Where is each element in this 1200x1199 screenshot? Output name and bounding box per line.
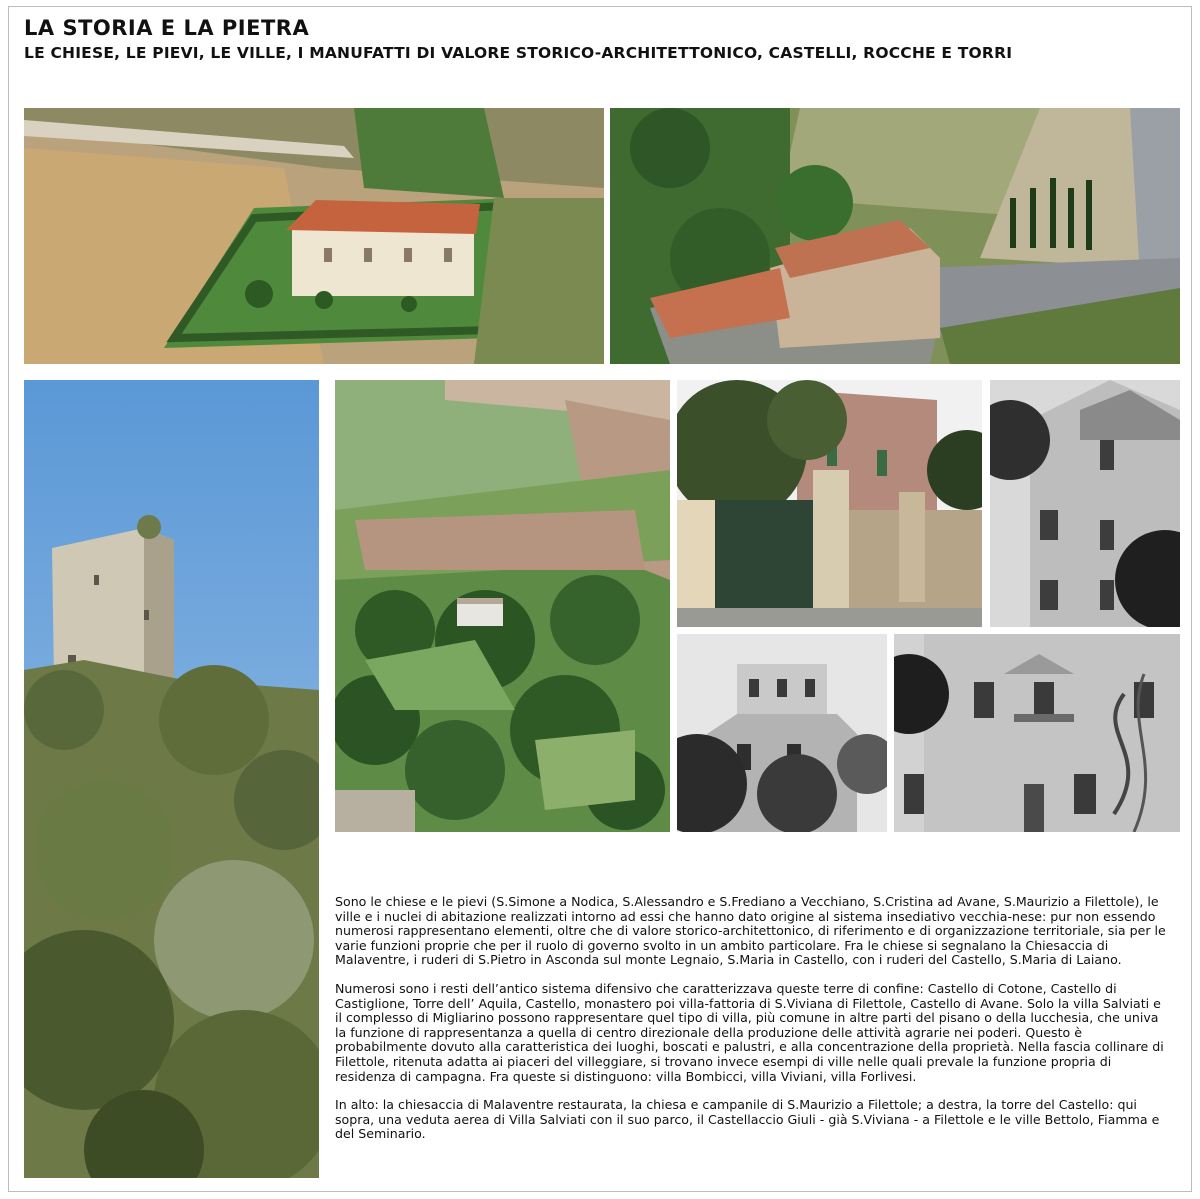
photo-castellaccio-giuli-gate (677, 380, 982, 627)
aerial-photo-chiesaccia-malaventre (24, 108, 604, 364)
photo-villa-bettolo (990, 380, 1180, 627)
paragraph-defensive-system: Numerosi sono i resti dell’antico sistema difensivo che caratterizzava queste terre di confine: Castello di Cotone, Castello di Castiglione, Torre dell’ Aquila, Castello, monastero poi villa-fattoria di S.Viviana di Filettole, Castello di Avane. Solo la villa Salviati e il complesso di Migliarino possono rappresentare quel tipo di villa, più comune in altre parti del pisano o della lucchesia, che univa la funzione di rappresentanza a quella di centro direzionale della produzione delle attività agrarie nei poderi. Questo è probabilmente dovuto alla caratteristica dei luoghi, boscati e palustri, e alla concentrazione della proprietà. Nella fascia collinare di Filettole, ritenuta adatta ai piaceri del villeggiare, si trovano invece esempi di ville nelle quali prevale la funzione propria di residenza di campagna. Fra queste si distinguono: villa Bombicci, villa Viviani, villa Forlivesi. (335, 980, 1164, 1084)
photo-villa-fiamma (677, 634, 887, 832)
aerial-photo-villa-salviati (335, 380, 670, 832)
photo-villa-seminario (894, 634, 1180, 832)
paragraph-captions: In alto: la chiesaccia di Malaventre restaurata, la chiesa e campanile di S.Maurizio a Filettole; a destra, la torre del Castello: qui sopra, una veduta aerea di Villa Salviati con il suo parco, il Castellaccio Giuli - già S.Viviana - a Filettole e le ville Bettolo, Fiamma e del Seminario. (335, 1097, 1160, 1142)
paragraph-churches: Sono le chiese e le pievi (S.Simone a Nodica, S.Alessandro e S.Frediano a Vecchiano, S.Cristina ad Avane, S.Maurizio a Filettole), le ville e i nuclei di abitazione realizzati intorno ad essi che hanno dato origine al sistema insediativo vecchia-nese: pur non essendo numerosi rappresentano elementi, oltre che di valore storico-architettonico, di riferimento e di organizzazione territoriale, sia per le varie funzioni proprie che per il ruolo di governo svolto in un ambito particolare. Fra le chiese si segnalano la Chiesaccia di Malaventre, i ruderi di S.Pietro in Asconda sul monte Legnaio, S.Maria in Castello, con i ruderi del Castello, S.Maria di Laiano. (335, 894, 1166, 968)
page-subtitle: LE CHIESE, LE PIEVI, LE VILLE, I MANUFATTI DI VALORE STORICO-ARCHITETTONICO, CASTELLI, ROCCHE E TORRI (24, 44, 1013, 62)
aerial-photo-san-maurizio-filettole (610, 108, 1180, 364)
photo-torre-castello (24, 380, 319, 1178)
description-text (335, 895, 1170, 1156)
page-title: LA STORIA E LA PIETRA (24, 16, 310, 40)
